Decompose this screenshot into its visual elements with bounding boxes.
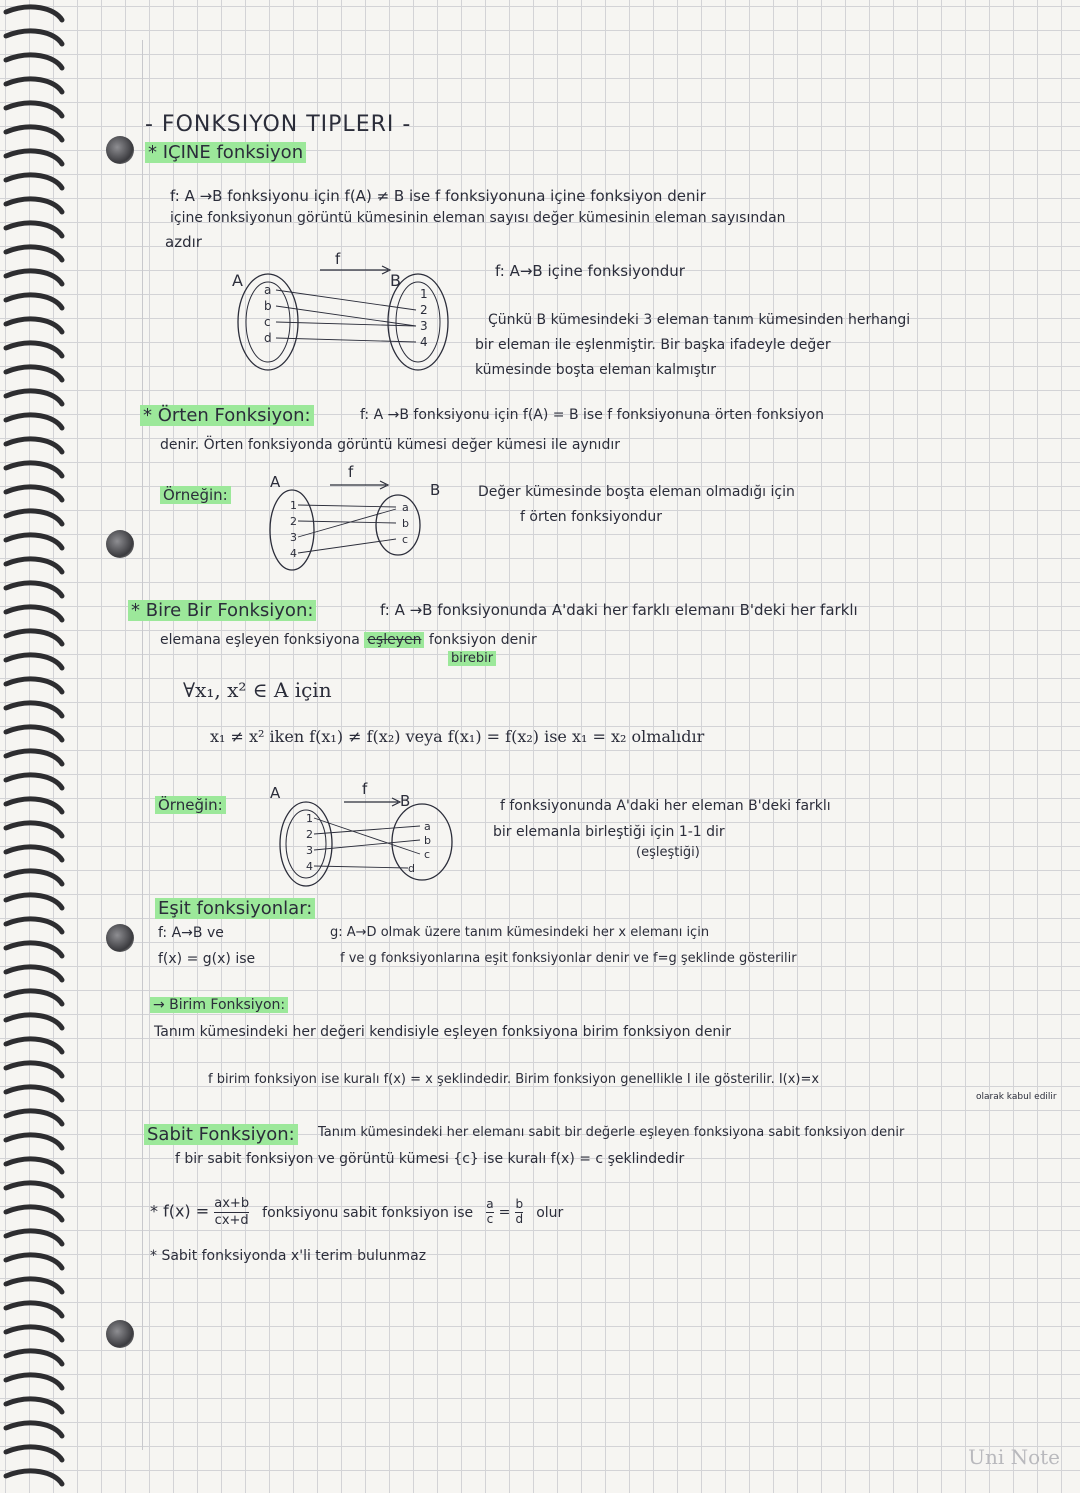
spiral-coil [6, 847, 62, 860]
page-title: - FONKSIYON TIPLERI - [145, 112, 412, 137]
spiral-coil [6, 103, 62, 116]
spiral-coil [6, 1207, 62, 1220]
onto-a-element: 2 [290, 515, 297, 528]
spiral-coil [6, 799, 62, 812]
constant-note1 [150, 1196, 563, 1228]
spiral-coil [6, 1375, 62, 1388]
spiral-coil [6, 631, 62, 644]
spiral-coil [6, 1255, 62, 1268]
ratio-c: c [486, 1211, 494, 1226]
spiral-coil [6, 1471, 62, 1484]
section-constant-heading [144, 1124, 298, 1146]
one-to-one-example-label-text: Örneğin: [155, 796, 226, 814]
into-b-element: 2 [420, 303, 428, 317]
onto-set-b-label: B [430, 481, 441, 499]
oneone-set-b-label: B [400, 792, 411, 810]
oneone-a-element: 4 [306, 860, 313, 873]
identity-line3: olarak kabul edilir [976, 1092, 1057, 1102]
spiral-coil [6, 703, 62, 716]
onto-set-b-oval [376, 495, 420, 555]
constant-note1-mid: fonksiyonu sabit fonksiyon ise [262, 1204, 474, 1221]
spiral-coil [6, 1135, 62, 1148]
punch-hole [106, 1320, 134, 1348]
one-to-one-struck-word: eşleyen [364, 632, 424, 648]
one-to-one-note-line3: (eşleştiği) [636, 845, 700, 860]
spiral-coil [6, 1351, 62, 1364]
oneone-a-element: 3 [306, 844, 313, 857]
spiral-coil [6, 31, 62, 44]
onto-set-a-label: A [270, 473, 281, 491]
spiral-coil [6, 751, 62, 764]
onto-a-element: 4 [290, 547, 297, 560]
into-def-line1: f: A →B fonksiyonu için f(A) ≠ B ise f fonksiyonuna içine fonksiyon denir [170, 187, 706, 205]
into-mapping-diagram [220, 250, 470, 380]
spiral-coil [6, 1423, 62, 1436]
spiral-coil [6, 391, 62, 404]
spiral-coil [6, 823, 62, 836]
spiral-coil [6, 1183, 62, 1196]
constant-fraction [214, 1196, 249, 1228]
spiral-coil [6, 559, 62, 572]
spiral-coil [6, 895, 62, 908]
brand-watermark: Uni Note [968, 1445, 1060, 1469]
spiral-coil [6, 7, 62, 20]
spiral-coil [6, 79, 62, 92]
section-identity-heading-text: → Birim Fonksiyon: [150, 997, 288, 1013]
into-b-element: 1 [420, 287, 428, 301]
one-to-one-note-line1: f fonksiyonunda A'daki her eleman B'deki farklı [500, 798, 831, 814]
oneone-b-element: c [424, 848, 431, 861]
spiral-coil [6, 871, 62, 884]
section-onto-heading-text: * Örten Fonksiyon: [140, 405, 314, 426]
section-one-to-one-heading [128, 600, 316, 622]
spiral-coil [6, 1279, 62, 1292]
spiral-coil [6, 271, 62, 284]
oneone-b-element: d [408, 862, 415, 875]
one-to-one-condition: x₁ ≠ x² iken f(x₁) ≠ f(x₂) veya f(x₁) = f(x₂) ise x₁ = x₂ olmalıdır [210, 727, 705, 746]
one-to-one-def-line2 [160, 632, 537, 649]
margin-line [142, 40, 143, 1450]
spiral-coil [6, 295, 62, 308]
section-onto-heading [140, 405, 314, 427]
spiral-coil [6, 463, 62, 476]
ratio-b: b [515, 1197, 524, 1212]
oneone-b-element: b [424, 834, 431, 847]
into-example-line3: kümesinde boşta eleman kalmıştır [475, 362, 717, 378]
constant-fraction-num: ax+b [214, 1196, 250, 1211]
constant-note1-prefix: * f(x) = [150, 1201, 210, 1221]
one-to-one-def-line2-end: fonksiyon denir [428, 632, 537, 648]
spiral-coil [6, 127, 62, 140]
section-one-to-one-heading-text: * Bire Bir Fonksiyon: [128, 600, 316, 621]
oneone-a-element: 1 [306, 812, 313, 825]
spiral-coil [6, 583, 62, 596]
punch-hole [106, 530, 134, 558]
spiral-coil [6, 775, 62, 788]
into-set-b-label: B [390, 271, 401, 290]
ratio-equals: = [498, 1204, 511, 1221]
punch-holes [100, 0, 140, 1493]
constant-line1: Tanım kümesindeki her elemanı sabit bir değerle eşleyen fonksiyona sabit fonksiyon denir [318, 1125, 905, 1140]
one-to-one-def-line2-start: elemana eşleyen fonksiyona [160, 632, 360, 648]
punch-hole [106, 924, 134, 952]
oneone-a-element: 2 [306, 828, 313, 841]
ratio-b-d [515, 1198, 523, 1225]
into-def-line2: içine fonksiyonun görüntü kümesinin eleman sayısı değer kümesinin eleman sayısından [170, 210, 786, 226]
one-to-one-quantifier: ∀x₁, x² ∈ A için [183, 678, 332, 702]
onto-b-element: b [402, 517, 409, 530]
spiral-binding [0, 0, 70, 1493]
spiral-coil [6, 943, 62, 956]
spiral-coil [6, 55, 62, 68]
spiral-coil [6, 487, 62, 500]
equal-left-line2: f(x) = g(x) ise [158, 951, 256, 967]
into-a-element: a [264, 283, 272, 297]
spiral-coil [6, 151, 62, 164]
spiral-coil [6, 655, 62, 668]
oneone-set-a-label: A [270, 784, 281, 802]
constant-fraction-den: cx+d [214, 1212, 249, 1228]
onto-example-label-text: Örneğin: [160, 486, 231, 504]
spiral-coil [6, 1039, 62, 1052]
into-set-b-oval-inner [396, 282, 440, 362]
spiral-coil [6, 319, 62, 332]
spiral-coil [6, 343, 62, 356]
section-constant-heading-text: Sabit Fonksiyon: [144, 1124, 298, 1145]
spiral-coil [6, 247, 62, 260]
onto-note-line2: f örten fonksiyondur [520, 509, 663, 525]
oneone-f-label: f [362, 780, 368, 798]
ratio-d: d [515, 1211, 524, 1226]
onto-example-label [160, 486, 231, 504]
spiral-coil [6, 439, 62, 452]
one-to-one-insert-text: birebir [448, 651, 496, 666]
into-example-line1: Çünkü B kümesindeki 3 eleman tanım kümesinden herhangi [488, 312, 911, 328]
section-equal-heading [155, 898, 315, 920]
into-f-label: f [335, 250, 341, 268]
spiral-coil [6, 535, 62, 548]
spiral-coil [6, 679, 62, 692]
oneone-b-element: a [424, 820, 431, 833]
spiral-coil [6, 511, 62, 524]
spiral-coil [6, 727, 62, 740]
into-set-b-oval [388, 274, 448, 370]
one-to-one-example-label [155, 796, 226, 814]
onto-note-line1: Değer kümesinde boşta eleman olmadığı için [478, 484, 795, 500]
spiral-coil [6, 1111, 62, 1124]
ratio-a-c [486, 1198, 493, 1225]
into-set-a-label: A [232, 271, 243, 290]
spiral-coil [6, 991, 62, 1004]
onto-b-element: c [402, 533, 409, 546]
ratio-a: a [486, 1197, 494, 1212]
constant-note1-end: olur [536, 1204, 564, 1221]
onto-def-line1: f: A →B fonksiyonu için f(A) = B ise f fonksiyonuna örten fonksiyon [360, 407, 824, 423]
spiral-coil [6, 1159, 62, 1172]
one-to-one-note-line2: bir elemanla birleştiği için 1-1 dir [493, 824, 725, 840]
constant-line2: f bir sabit fonksiyon ve görüntü kümesi {c} ise kuralı f(x) = c şeklindedir [175, 1151, 685, 1167]
into-a-element: b [264, 299, 272, 313]
into-a-element: c [264, 315, 271, 329]
spiral-coil [6, 1303, 62, 1316]
spiral-coil [6, 367, 62, 380]
spiral-coil [6, 967, 62, 980]
equal-right-line1: g: A→D olmak üzere tanım kümesindeki her x elemanı için [330, 925, 710, 940]
constant-note2: * Sabit fonksiyonda x'li terim bulunmaz [150, 1248, 427, 1264]
punch-hole [106, 136, 134, 164]
into-def-line3: azdır [165, 233, 202, 251]
spiral-coil [6, 1087, 62, 1100]
spiral-coil [6, 1015, 62, 1028]
onto-f-label: f [348, 465, 354, 481]
into-example-title: f: A→B içine fonksiyondur [495, 262, 685, 280]
onto-b-element: a [402, 501, 409, 514]
onto-def-line2: denir. Örten fonksiyonda görüntü kümesi değer kümesi ile aynıdır [160, 437, 620, 453]
one-to-one-insert [448, 651, 496, 667]
spiral-coil [6, 1447, 62, 1460]
into-b-element: 3 [420, 319, 428, 333]
onto-a-element: 1 [290, 499, 297, 512]
into-example-line2: bir eleman ile eşlenmiştir. Bir başka ifadeyle değer [475, 337, 831, 353]
spiral-coil [6, 175, 62, 188]
section-equal-heading-text: Eşit fonksiyonlar: [155, 898, 315, 919]
one-to-one-def-line1: f: A →B fonksiyonunda A'daki her farklı elemanı B'deki her farklı [380, 601, 858, 619]
into-a-element: d [264, 331, 272, 345]
identity-line2: f birim fonksiyon ise kuralı f(x) = x şeklindedir. Birim fonksiyon genellikle I ile gösterilir. I(x)=x [208, 1072, 820, 1087]
section-into-heading [145, 142, 306, 164]
identity-line1: Tanım kümesindeki her değeri kendisiyle eşleyen fonksiyona birim fonksiyon denir [154, 1024, 731, 1040]
spiral-coil [6, 223, 62, 236]
equal-right-line2: f ve g fonksiyonlarına eşit fonksiyonlar denir ve f=g şeklinde gösterilir [340, 951, 797, 966]
section-into-heading-text: * IÇINE fonksiyon [145, 142, 306, 163]
spiral-coil [6, 1399, 62, 1412]
spiral-coil [6, 1063, 62, 1076]
spiral-coil [6, 607, 62, 620]
spiral-coil [6, 1231, 62, 1244]
section-identity-heading [150, 997, 288, 1014]
oneone-mapping-diagram [262, 780, 472, 890]
spiral-coil [6, 919, 62, 932]
spiral-coil [6, 1327, 62, 1340]
onto-mapping-diagram [258, 465, 458, 575]
onto-a-element: 3 [290, 531, 297, 544]
equal-left-line1: f: A→B ve [158, 925, 224, 941]
spiral-coil [6, 199, 62, 212]
spiral-coil [6, 415, 62, 428]
into-b-element: 4 [420, 335, 428, 349]
